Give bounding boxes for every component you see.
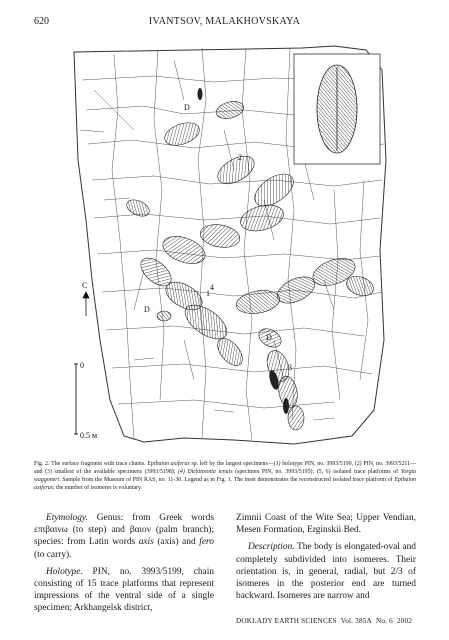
north-arrow xyxy=(83,292,89,316)
label-d-lower: D xyxy=(266,333,272,342)
scale-bar xyxy=(74,364,78,434)
etymology-paragraph: Etymology. Genus: from Greek words επιβαινω (to step) and βαιον (palm branch); species: from Latin words axis (axis) and fero (to carry). xyxy=(34,513,214,560)
journal-issue: No. 6 xyxy=(375,617,393,625)
label-4: 4 xyxy=(210,283,214,292)
trace-chain-3 xyxy=(256,325,304,430)
label-d-middle: D xyxy=(144,305,150,314)
inset-reconstruction xyxy=(294,54,380,164)
holotype-paragraph: Holotype. PIN, no. 3993/5199, chain consisting of 15 trace platforms that represent impressions of the ventral side of a single specimen; Arkhangelsk district, xyxy=(34,566,214,614)
label-3: 3 xyxy=(288,363,292,372)
label-d-top: D xyxy=(184,103,190,112)
body-column-left xyxy=(34,512,214,615)
figure-2 xyxy=(34,40,416,456)
label-1: 1 xyxy=(206,289,210,298)
figure-caption: Fig. 2. The surface fragment with trace chains. Epibaion axiferus sp. left by the largest specimens—(1) holotype PIN, no. 3993/5199, (2) PIN, no. 3993/5211—and (3) smallest of the available specimens (3993/5198); (4) Dickinsonia tenuis (specimen PIN, no. 3993/5195); (5, 6) isolated trace platforms of Yorgia waggoneri. Sample from the Museum of PIN RAS, no. 11-30. Legend as in Fig. 1. The inset demonstrates the reconstructed isolated trace platform of Epibaion axiferus; the number of isomeres is voluntary. xyxy=(34,461,416,491)
page-footer xyxy=(236,617,416,625)
locality-paragraph: Zimnii Coast of the Wite Sea; Upper Vendian, Mesen Formation, Erginskii Bed. xyxy=(236,513,416,536)
scale-end-label: 0.5 м xyxy=(80,431,98,440)
running-head-authors: IVANTSOV, MALAKHOVSKAYA xyxy=(148,16,301,27)
body-column-right xyxy=(236,512,416,602)
journal-year: 2002 xyxy=(396,617,413,625)
scale-zero-label: 0 xyxy=(80,361,84,370)
trace-chain-2 xyxy=(161,253,376,370)
description-paragraph: Description. The body is elongated-oval and completely subdivided into isomeres. Their orientation is, in general, radial, but 2/3 of isomeres in the posterior end are turned backward. Isomeres are narrow and xyxy=(236,542,416,602)
label-c: C xyxy=(82,281,88,290)
caption-prefix: Fig. 2. xyxy=(34,461,50,467)
page-number: 620 xyxy=(34,16,49,27)
trace-map xyxy=(34,40,416,456)
page-header xyxy=(34,16,415,30)
journal-name: DOKLADY EARTH SCIENCES xyxy=(236,617,337,625)
label-2: 2 xyxy=(238,153,242,162)
journal-volume: Vol. 385A xyxy=(340,617,372,625)
